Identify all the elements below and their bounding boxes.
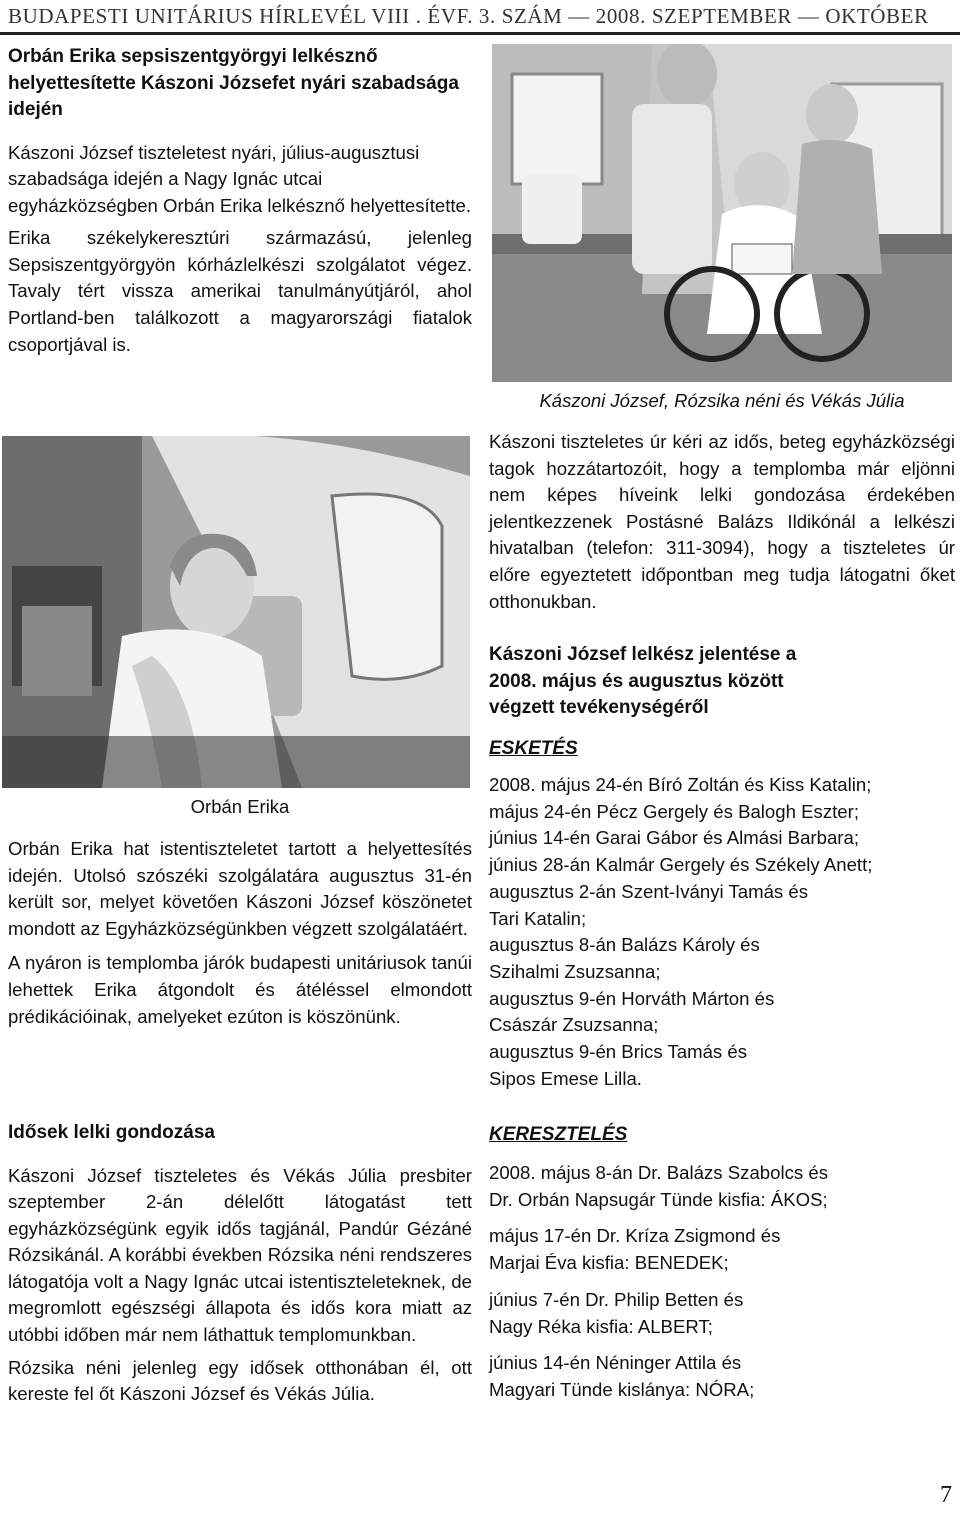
photo-image xyxy=(2,436,470,788)
photo-caption: Orbán Erika xyxy=(190,796,290,817)
wedding-entry: június 14-én Garai Gábor és Almási Barbara; xyxy=(489,827,859,849)
report-title-line: Kászoni József lelkész jelentése a xyxy=(489,644,797,665)
page-number: 7 xyxy=(940,1482,952,1508)
baptism-line: 2008. május 8-án Dr. Balázs Szabolcs és xyxy=(489,1162,828,1183)
article-title: Orbán Erika sepsiszentgyörgyi lelkésznő helyettesítette Kászoni Józsefet nyári szabadsága idején xyxy=(8,46,459,120)
wedding-entry: Tari Katalin; xyxy=(489,907,587,929)
wedding-entry: Szihalmi Zsuzsanna; xyxy=(489,960,661,982)
wedding-entry: 2008. május 24-én Bíró Zoltán és Kiss Katalin; xyxy=(489,774,872,795)
report-title-line: 2008. május és augusztus között xyxy=(489,670,784,692)
article-paragraph: Kászoni József tiszteletes és Vékás Júlia presbiter szeptember 2-án délelőtt látogatást tett egyházközségünk egyik idős tagjánál, Pandúr Gézáné Rózsikánál. A korábbi években Rózsika néni rendszeres látogatója volt a Nagy Ignác utcai istentiszteleteknek, de megromlott egészségi állapota és idős kora miatt az utóbbi időben már nem láthattuk templomunkban. xyxy=(8,1164,472,1346)
article-elderly-care xyxy=(8,1120,472,1408)
running-header: BUDAPESTI UNITÁRIUS HÍRLEVÉL VIII . ÉVF. 3. SZÁM — 2008. SZEPTEMBER — OKTÓBER xyxy=(8,4,929,28)
photo-image xyxy=(492,44,952,382)
baptisms-heading: KERESZTELÉS xyxy=(489,1124,628,1145)
wedding-entry: augusztus 8-án Balázs Károly és xyxy=(489,934,760,956)
article-paragraph: Kászoni tiszteletes úr kéri az idős, beteg egyházközségi tagok hozzátartozóit, hogy a templomba már eljönni nem képes híveink lelki gondozása érdekében jelentkezzenek Postásné Balázs Ildikónál a lelkészi hivatalban (telefon: 311-3094), hogy a tiszteletes úr előre egyeztetett időpontban meg tudja látogatni őket otthonukban. xyxy=(489,431,955,612)
wedding-entry: augusztus 9-én Brics Tamás és xyxy=(489,1041,748,1063)
baptism-entry xyxy=(489,1287,955,1340)
photo-orban-erika xyxy=(2,436,470,788)
article-paragraph: A nyáron is templomba járók budapesti unitáriusok tanúi lehettek Erika átgondolt és átéléssel elmondott prédikációinak, amelyeket ezúton is köszönünk. xyxy=(8,952,472,1027)
photo-visit xyxy=(492,44,952,382)
wedding-entry: Sipos Emese Lilla. xyxy=(489,1067,642,1089)
baptism-entry xyxy=(489,1350,955,1403)
article-title: Idősek lelki gondozása xyxy=(8,1122,215,1143)
header-rule xyxy=(0,32,960,35)
baptism-line: június 14-én Néninger Attila és xyxy=(489,1352,742,1374)
wedding-entry: augusztus 2-án Szent-Iványi Tamás és xyxy=(489,880,809,902)
article-substitute-pastor xyxy=(8,44,472,358)
baptism-line: Dr. Orbán Napsugár Tünde kisfia: ÁKOS; xyxy=(489,1188,828,1210)
article-paragraph: Kászoni József tiszteletest nyári, július-augusztusi szabadsága idején a Nagy Ignác utcai egyházközségben Orbán Erika lelkésznő helyettesítette. xyxy=(8,141,472,216)
page-header xyxy=(0,0,960,34)
baptism-line: Magyari Tünde kislánya: NÓRA; xyxy=(489,1378,755,1400)
photo-caption: Kászoni József, Rózsika néni és Vékás Júlia xyxy=(539,390,905,411)
baptism-line: június 7-én Dr. Philip Betten és xyxy=(489,1288,744,1310)
wedding-entry: augusztus 9-én Horváth Márton és xyxy=(489,987,775,1009)
wedding-entry: május 24-én Pécz Gergely és Balogh Eszter; xyxy=(489,800,859,822)
baptism-line: május 17-én Dr. Kríza Zsigmond és xyxy=(489,1225,781,1247)
article-paragraph: Erika székelykeresztúri származású, jelenleg Sepsiszentgyörgyön kórházlelkészi szolgálatot végez. Tavaly tért vissza amerikai tanulmányútjáról, ahol Portland-ben találkozott a magyarországi fiatalok csoportjával is. xyxy=(8,227,472,355)
wedding-entry: június 28-án Kalmár Gergely és Székely Anett; xyxy=(489,854,873,876)
baptisms-section xyxy=(489,1124,955,1404)
baptism-entry xyxy=(489,1160,955,1213)
article-elderly-care-continued xyxy=(489,429,955,615)
article-paragraph: Orbán Erika hat istentiszteletet tartott a helyettesítés idején. Utolsó szószéki szolgálatára augusztus 31-én került sor, melyet követően Kászoni József köszönetet mondott az Egyházközségünkben végzett szolgálatáért. xyxy=(8,838,472,939)
wedding-entry: Császár Zsuzsanna; xyxy=(489,1014,659,1036)
weddings-section xyxy=(489,738,955,1092)
article-paragraph: Rózsika néni jelenleg egy idősek otthonában él, ott kereste fel őt Kászoni József és Vékás Júlia. xyxy=(8,1356,472,1405)
article-substitute-pastor-continued xyxy=(8,836,472,1030)
weddings-heading: ESKETÉS xyxy=(489,738,578,759)
pastor-report xyxy=(489,642,955,722)
report-title-line: végzett tevékenységéről xyxy=(489,697,709,718)
baptism-line: Nagy Réka kisfia: ALBERT; xyxy=(489,1315,713,1337)
baptism-entry xyxy=(489,1223,955,1276)
weddings-list xyxy=(489,772,955,1092)
baptism-line: Marjai Éva kisfia: BENEDEK; xyxy=(489,1252,729,1274)
